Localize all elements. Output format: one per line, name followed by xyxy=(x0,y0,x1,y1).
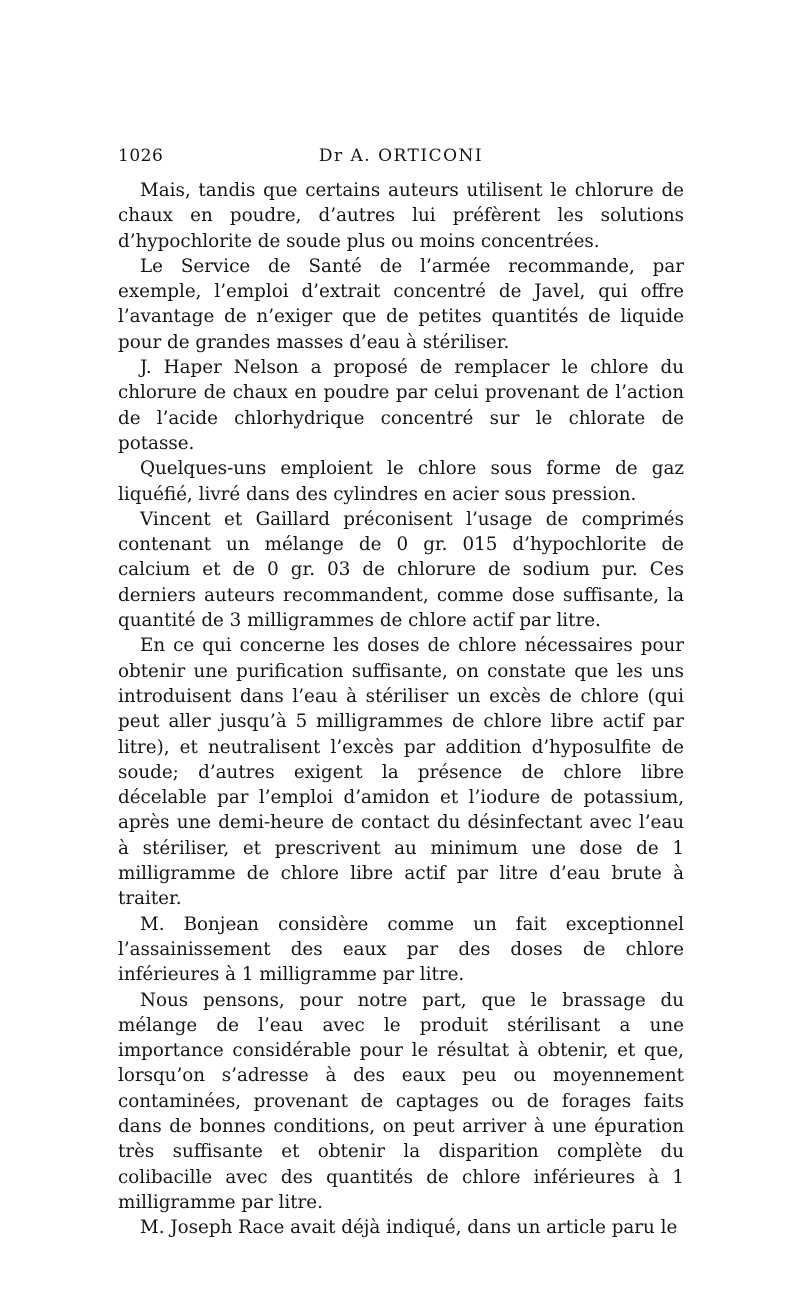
paragraph-2: Le Service de Santé de l’armée recommande, par exemple, l’emploi d’extrait concentré de Javel, qui offre l’avantage de n’exiger que de petites quantités de liquide pour de grandes masses d’eau à stériliser. xyxy=(118,255,684,353)
paragraph-5: Vincent et Gaillard préconisent l’usage de comprimés contenant un mélange de 0 gr. 015 d’hypochlorite de calcium et de 0 gr. 03 de chlorure de sodium pur. Ces derniers auteurs recommandent, comme dose suffisante, la quantité de 3 milligrammes de chlore actif par litre. xyxy=(118,508,684,632)
page-header xyxy=(118,140,684,174)
page-number: 1026 xyxy=(118,146,164,166)
paragraph-7: M. Bonjean considère comme un fait exceptionnel l’assainissement des eaux par des doses de chlore inférieures à 1 milligramme par litre. xyxy=(118,913,684,986)
paragraph-8: Nous pensons, pour notre part, que le brassage du mélange de l’eau avec le produit stérilisant a une importance considérable pour le résultat à obtenir, et que, lorsqu’on s’adresse à des eaux peu ou moyennement contaminées, provenant de captages ou de forages faits dans de bonnes conditions, on peut arriver à une épuration très suffisante et obtenir la disparition complète du colibacille avec des quantités de chlore inférieures à 1 milligramme par litre. xyxy=(118,989,684,1213)
body-text xyxy=(118,178,684,1240)
running-head: Dr A. ORTICONI xyxy=(318,146,484,166)
paragraph-6: En ce qui concerne les doses de chlore nécessaires pour obtenir une purification suffisante, on constate que les uns introduisent dans l’eau à stériliser un excès de chlore (qui peut aller jusqu’à 5 milligrammes de chlore libre actif par litre), et neutralisent l’excès par addition d’hyposulfite de soude; d’autres exigent la présence de chlore libre décelable par l’emploi d’amidon et l’iodure de potassium, après une demi-heure de contact du désinfectant avec l’eau à stériliser, et prescrivent au minimum une dose de 1 milligramme de chlore libre actif par litre d’eau brute à traiter. xyxy=(118,635,684,910)
paragraph-9: M. Joseph Race avait déjà indiqué, dans un article paru le xyxy=(140,1217,678,1239)
paragraph-4: Quelques-uns emploient le chlore sous forme de gaz liquéfié, livré dans des cylindres en acier sous pression. xyxy=(118,458,684,505)
paragraph-1: Mais, tandis que certains auteurs utilisent le chlorure de chaux en poudre, d’autres lui préfèrent les solutions d’hypochlorite de soude plus ou moins concentrées. xyxy=(118,180,684,252)
paragraph-3: J. Haper Nelson a proposé de remplacer le chlore du chlorure de chaux en poudre par celui provenant de l’action de l’acide chlorhydrique concentré sur le chlorate de potasse. xyxy=(118,357,684,454)
